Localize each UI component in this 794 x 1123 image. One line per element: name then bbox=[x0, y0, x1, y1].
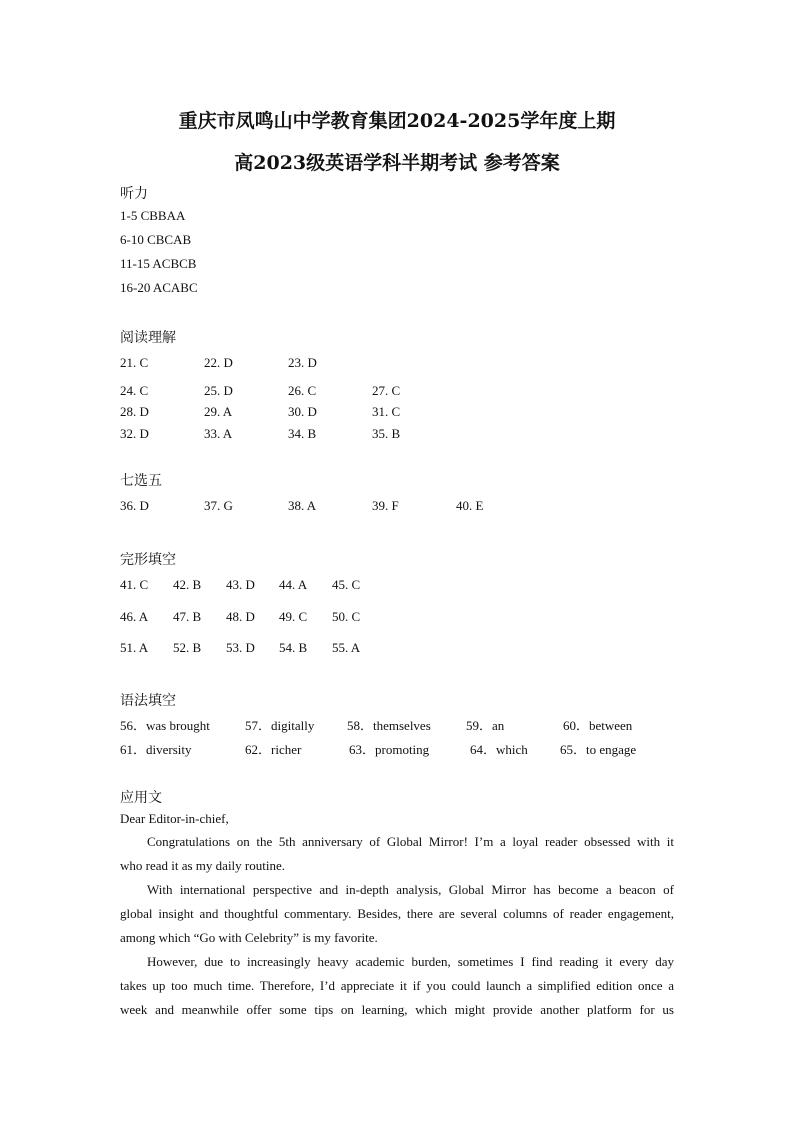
cloze-answer: 55. A bbox=[332, 640, 361, 655]
letter-greeting: Dear Editor-in-chief, bbox=[120, 811, 229, 826]
cloze-answer: 41. C bbox=[120, 577, 149, 592]
reading-answer: 35. B bbox=[372, 426, 401, 441]
reading-answer: 29. A bbox=[204, 404, 233, 419]
listening-answer-line: 6-10 CBCAB bbox=[120, 232, 192, 247]
grammar-heading: 语法填空 bbox=[120, 693, 176, 709]
grammar-answer: 57．digitally bbox=[245, 718, 315, 733]
grammar-answer: 58．themselves bbox=[347, 718, 431, 733]
grammar-answer: 56．was brought bbox=[120, 718, 210, 733]
seven-five-answer: 37. G bbox=[204, 498, 233, 513]
seven-five-answer: 38. A bbox=[288, 498, 317, 513]
letter-paragraph-2-line-2: global insight and thoughtful commentary. Besides, there are several columns of reader engagement, bbox=[120, 906, 674, 921]
listening-answer-line: 11-15 ACBCB bbox=[120, 256, 197, 271]
reading-answer: 21. C bbox=[120, 355, 149, 370]
cloze-answer: 51. A bbox=[120, 640, 149, 655]
cloze-answer: 49. C bbox=[279, 609, 308, 624]
cloze-answer: 44. A bbox=[279, 577, 308, 592]
listening-answer-line: 16-20 ACABC bbox=[120, 280, 198, 295]
grammar-answer: 63．promoting bbox=[349, 742, 430, 757]
reading-heading: 阅读理解 bbox=[120, 330, 176, 346]
cloze-heading: 完形填空 bbox=[120, 552, 176, 568]
cloze-answer: 45. C bbox=[332, 577, 361, 592]
reading-answer: 23. D bbox=[288, 355, 317, 370]
reading-answer: 33. A bbox=[204, 426, 233, 441]
reading-answer: 22. D bbox=[204, 355, 233, 370]
seven-five-answer: 36. D bbox=[120, 498, 149, 513]
grammar-answer: 62．richer bbox=[245, 742, 302, 757]
cloze-answer: 48. D bbox=[226, 609, 255, 624]
letter-paragraph-3-line-3: week and meanwhile offer some tips on learning, which might provide another platform for us bbox=[120, 1002, 674, 1017]
document-subtitle: 高2023级英语学科半期考试 参考答案 bbox=[234, 152, 560, 174]
writing-heading: 应用文 bbox=[120, 790, 162, 806]
cloze-answer: 50. C bbox=[332, 609, 361, 624]
reading-answer: 30. D bbox=[288, 404, 317, 419]
letter-paragraph-1-line-1: Congratulations on the 5th anniversary of Global Mirror! I’m a loyal reader obsessed with it bbox=[147, 834, 674, 849]
cloze-answer: 46. A bbox=[120, 609, 149, 624]
grammar-answer: 65．to engage bbox=[560, 742, 637, 757]
cloze-answer: 47. B bbox=[173, 609, 202, 624]
seven-five-answer: 39. F bbox=[372, 498, 399, 513]
document-title: 重庆市凤鸣山中学教育集团2024-2025学年度上期 bbox=[178, 110, 616, 132]
listening-heading: 听力 bbox=[120, 186, 148, 202]
reading-answer: 25. D bbox=[204, 383, 233, 398]
seven-five-answer: 40. E bbox=[456, 498, 484, 513]
cloze-answer: 42. B bbox=[173, 577, 202, 592]
seven-five-heading: 七选五 bbox=[120, 473, 162, 489]
reading-answer: 32. D bbox=[120, 426, 149, 441]
letter-paragraph-2-line-1: With international perspective and in-depth analysis, Global Mirror has become a beacon of bbox=[147, 882, 674, 897]
letter-paragraph-3-line-2: takes up too much time. Therefore, I’d appreciate it if you could launch a simplified edition once a bbox=[120, 978, 674, 993]
grammar-answer: 59．an bbox=[466, 718, 505, 733]
grammar-answer: 64．which bbox=[470, 742, 528, 757]
reading-answer: 34. B bbox=[288, 426, 317, 441]
reading-answer: 31. C bbox=[372, 404, 401, 419]
grammar-answer: 61．diversity bbox=[120, 742, 192, 757]
letter-paragraph-1-line-2: who read it as my daily routine. bbox=[120, 858, 285, 873]
cloze-answer: 43. D bbox=[226, 577, 255, 592]
reading-answer: 28. D bbox=[120, 404, 149, 419]
cloze-answer: 54. B bbox=[279, 640, 308, 655]
reading-answer: 26. C bbox=[288, 383, 317, 398]
cloze-answer: 53. D bbox=[226, 640, 255, 655]
reading-answer: 27. C bbox=[372, 383, 401, 398]
letter-paragraph-2-line-3: among which “Go with Celebrity” is my favorite. bbox=[120, 930, 378, 945]
listening-answer-line: 1-5 CBBAA bbox=[120, 208, 186, 223]
reading-answer: 24. C bbox=[120, 383, 149, 398]
letter-paragraph-3-line-1: However, due to increasingly heavy academic burden, sometimes I find reading it every day bbox=[147, 954, 674, 969]
cloze-answer: 52. B bbox=[173, 640, 202, 655]
grammar-answer: 60．between bbox=[563, 718, 633, 733]
